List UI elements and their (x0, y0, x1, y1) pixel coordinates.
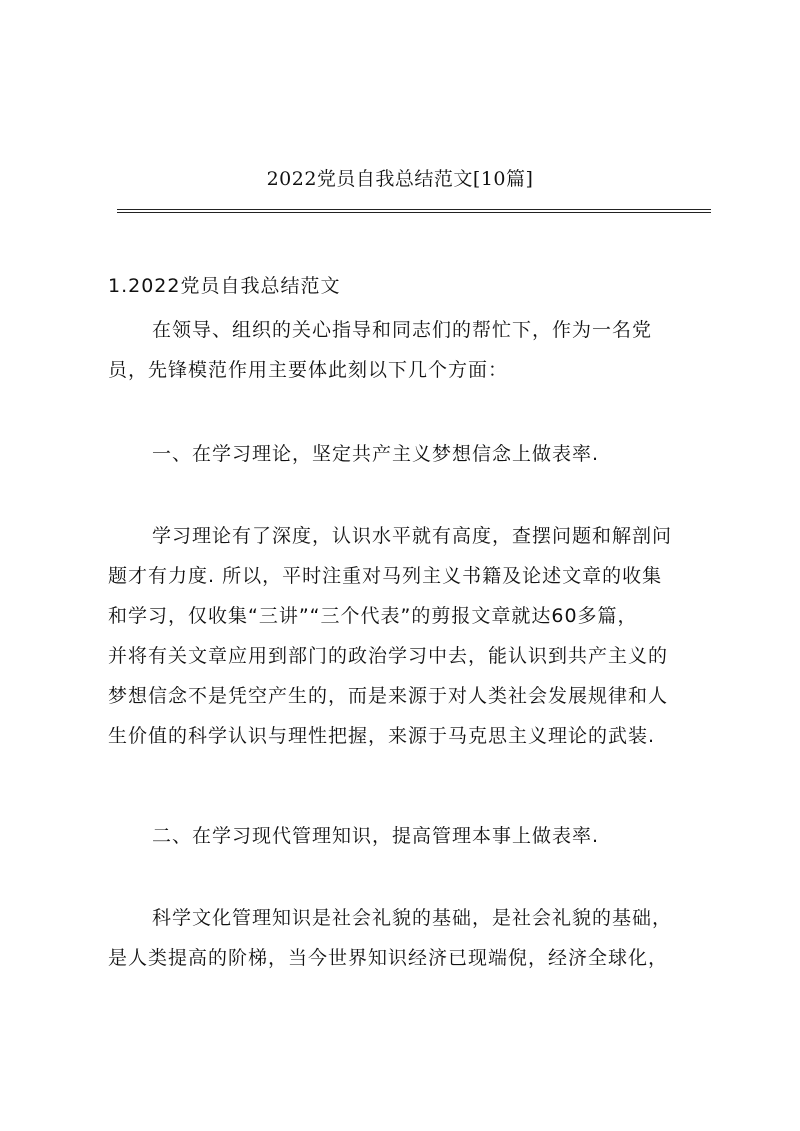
paragraph-1-line-6: 生价值的科学认识与理性把握，来源于马克思主义理论的武装. (108, 725, 656, 747)
body-paragraph-1 (108, 516, 714, 756)
subheading-2-text: 二、在学习现代管理知识，提高管理本事上做表率. (152, 825, 600, 847)
paragraph-1-line-4: 并将有关文章应用到部门的政治学习中去，能认识到共产主义的 (108, 645, 669, 667)
intro-paragraph (108, 310, 714, 390)
title-double-rule (117, 209, 711, 213)
paragraph-2-line-1: 科学文化管理知识是社会礼貌的基础，是社会礼貌的基础， (152, 907, 673, 929)
intro-line-1: 在领导、组织的关心指导和同志们的帮忙下，作为一名党 (152, 319, 653, 341)
subheading-1-text: 一、在学习理论，坚定共产主义梦想信念上做表率. (152, 443, 600, 465)
subheading-1 (108, 434, 714, 474)
paragraph-2-line-2: 是人类提高的阶梯，当今世界知识经济已现端倪，经济全球化， (108, 947, 669, 969)
subheading-2 (108, 816, 714, 856)
document-title: 2022党员自我总结范文[10篇] (266, 168, 534, 190)
body-paragraph-2 (108, 898, 714, 978)
paragraph-1-line-1: 学习理论有了深度，认识水平就有高度，查摆问题和解剖问 (152, 525, 673, 547)
paragraph-1-line-3: 和学习，仅收集“三讲”“三个代表”的剪报文章就达60多篇， (108, 605, 638, 627)
intro-line-2: 员，先锋模范作用主要体此刻以下几个方面： (108, 359, 509, 381)
section-heading-text: 1.2022党员自我总结范文 (108, 275, 341, 297)
paragraph-1-line-5: 梦想信念不是凭空产生的，而是来源于对人类社会发展规律和人 (108, 685, 669, 707)
section-heading (108, 266, 714, 306)
paragraph-1-line-2: 题才有力度. 所以，平时注重对马列主义书籍及论述文章的收集 (108, 565, 663, 587)
